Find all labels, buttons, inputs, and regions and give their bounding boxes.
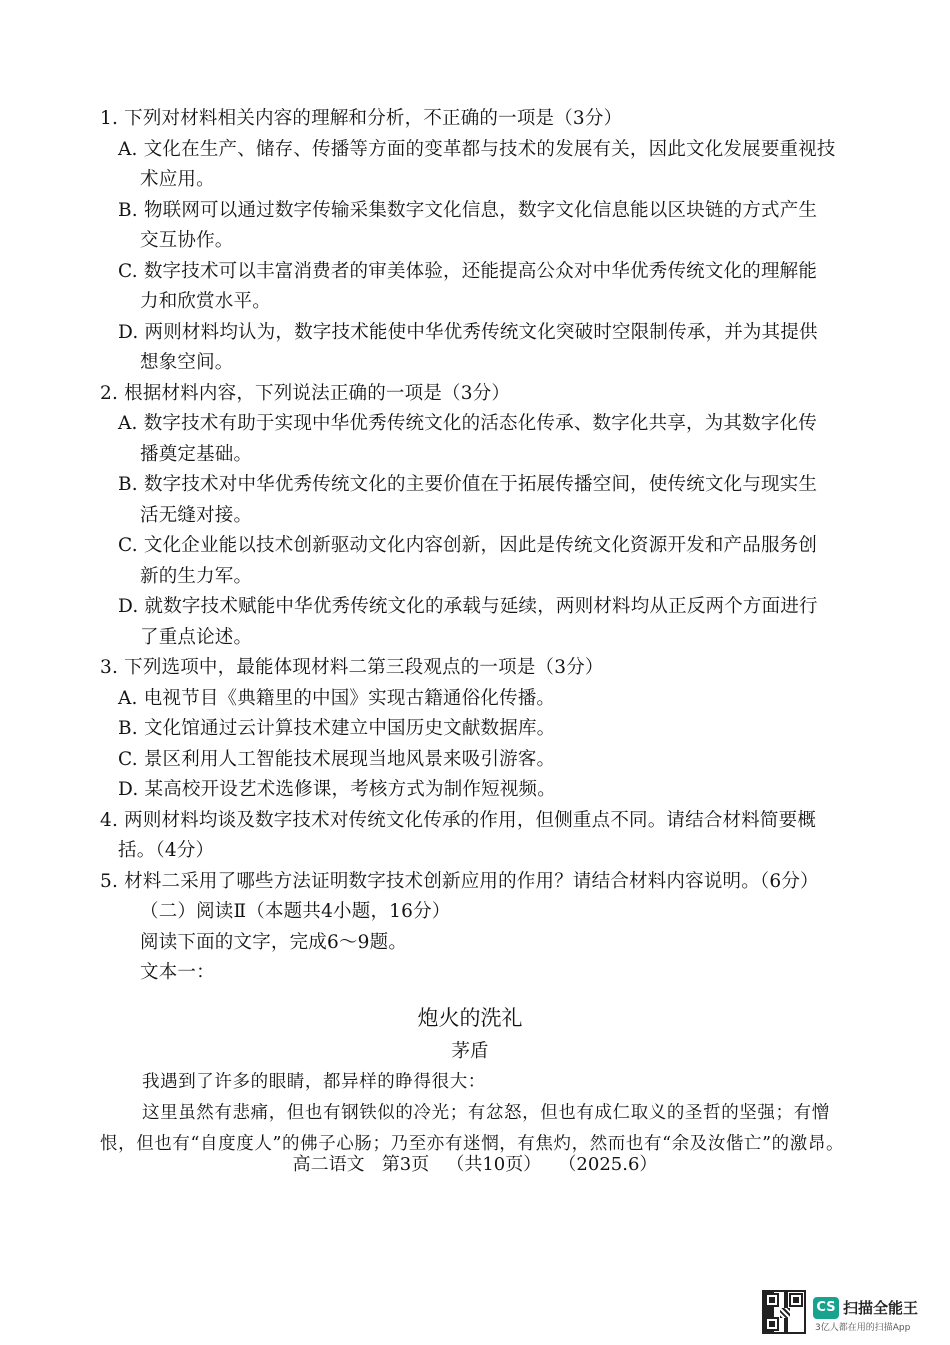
page-footer: 高二语文 第3页 （共10页） （2025.6） bbox=[292, 1154, 658, 1175]
text-label: 文本一： bbox=[140, 962, 215, 983]
article-paragraph-2-line-1: 这里虽然有悲痛，但也有钢铁似的冷光；有忿怒，但也有成仁取义的圣哲的坚强；有憎 bbox=[142, 1102, 830, 1123]
question-2-option-a bbox=[100, 409, 830, 470]
question-2-stem: 2. 根据材料内容，下列说法正确的一项是（3分） bbox=[100, 382, 511, 404]
article-paragraph-1: 我遇到了许多的眼睛，都异样的睁得很大： bbox=[142, 1071, 486, 1092]
question-3-option-a: A. 电视节目《典籍里的中国》实现古籍通俗化传播。 bbox=[118, 687, 556, 709]
option-text: C. 数字技术可以丰富消费者的审美体验，还能提高公众对中华优秀传统文化的理解能 bbox=[118, 260, 818, 282]
section-heading: （二）阅读Ⅱ（本题共4小题，16分） bbox=[140, 901, 451, 922]
question-2-option-b bbox=[100, 470, 830, 531]
question-4-stem-continued: 括。（4分） bbox=[118, 840, 215, 861]
option-text-continued: 术应用。 bbox=[140, 169, 215, 190]
article-paragraph-2-line-2: 恨，但也有“自度度人”的佛子心肠；乃至亦有迷惘，有焦灼，然而也有“余及汝偕亡”的激昂。 bbox=[100, 1133, 845, 1154]
option-text-continued: 新的生力军。 bbox=[140, 565, 253, 587]
option-text-continued: 播奠定基础。 bbox=[140, 443, 253, 465]
option-text: B. 物联网可以通过数字传输采集数字文化信息，数字文化信息能以区块链的方式产生 bbox=[118, 199, 818, 221]
question-1-option-d bbox=[100, 318, 830, 379]
question-1-option-c bbox=[100, 257, 830, 318]
camscanner-logo: CS bbox=[813, 1297, 839, 1319]
option-text-continued: 力和欣赏水平。 bbox=[140, 291, 271, 312]
question-4-stem: 4. 两则材料均谈及数字技术对传统文化传承的作用，但侧重点不同。请结合材料简要概 bbox=[100, 809, 817, 831]
question-3-stem: 3. 下列选项中，最能体现材料二第三段观点的一项是（3分） bbox=[100, 657, 604, 678]
option-text-continued: 了重点论述。 bbox=[140, 626, 253, 648]
question-2-option-d bbox=[100, 592, 830, 653]
option-text: C. 文化企业能以技术创新驱动文化内容创新，因此是传统文化资源开发和产品服务创 bbox=[118, 535, 818, 556]
option-text: A. 数字技术有助于实现中华优秀传统文化的活态化传承、数字化共享，为其数字化传 bbox=[118, 413, 817, 434]
question-3-option-d: D. 某高校开设艺术选修课，考核方式为制作短视频。 bbox=[118, 779, 556, 800]
scanner-app-name: 扫描全能王 bbox=[843, 1299, 919, 1317]
section-instruction: 阅读下面的文字，完成6～9题。 bbox=[140, 931, 408, 953]
question-1-option-a bbox=[100, 135, 836, 196]
option-text-continued: 交互协作。 bbox=[140, 230, 234, 251]
scanner-tagline: 3亿人都在用的扫描App bbox=[815, 1323, 911, 1333]
option-text: D. 就数字技术赋能中华优秀传统文化的承载与延续，两则材料均从正反两个方面进行 bbox=[118, 596, 818, 617]
option-text: A. 文化在生产、储存、传播等方面的变革都与技术的发展有关，因此文化发展要重视技 bbox=[118, 138, 836, 160]
option-text: D. 两则材料均认为，数字技术能使中华优秀传统文化突破时空限制传承，并为其提供 bbox=[118, 321, 818, 343]
question-3-option-c: C. 景区利用人工智能技术展现当地风景来吸引游客。 bbox=[118, 748, 556, 770]
page-content bbox=[100, 104, 845, 1160]
question-2-option-c bbox=[100, 531, 830, 592]
question-1-option-b bbox=[100, 196, 830, 257]
article-title: 炮火的洗礼 bbox=[417, 1005, 523, 1030]
question-5-stem: 5. 材料二采用了哪些方法证明数字技术创新应用的作用？请结合材料内容说明。（6分） bbox=[100, 870, 819, 892]
article-author: 茅盾 bbox=[451, 1040, 489, 1062]
question-3-option-b: B. 文化馆通过云计算技术建立中国历史文献数据库。 bbox=[118, 718, 556, 739]
qr-code-icon bbox=[762, 1290, 806, 1334]
question-1-stem: 1. 下列对材料相关内容的理解和分析，不正确的一项是（3分） bbox=[100, 108, 623, 129]
option-text-continued: 活无缝对接。 bbox=[140, 504, 253, 526]
option-text-continued: 想象空间。 bbox=[140, 352, 234, 373]
option-text: B. 数字技术对中华优秀传统文化的主要价值在于拓展传播空间，使传统文化与现实生 bbox=[118, 474, 818, 495]
